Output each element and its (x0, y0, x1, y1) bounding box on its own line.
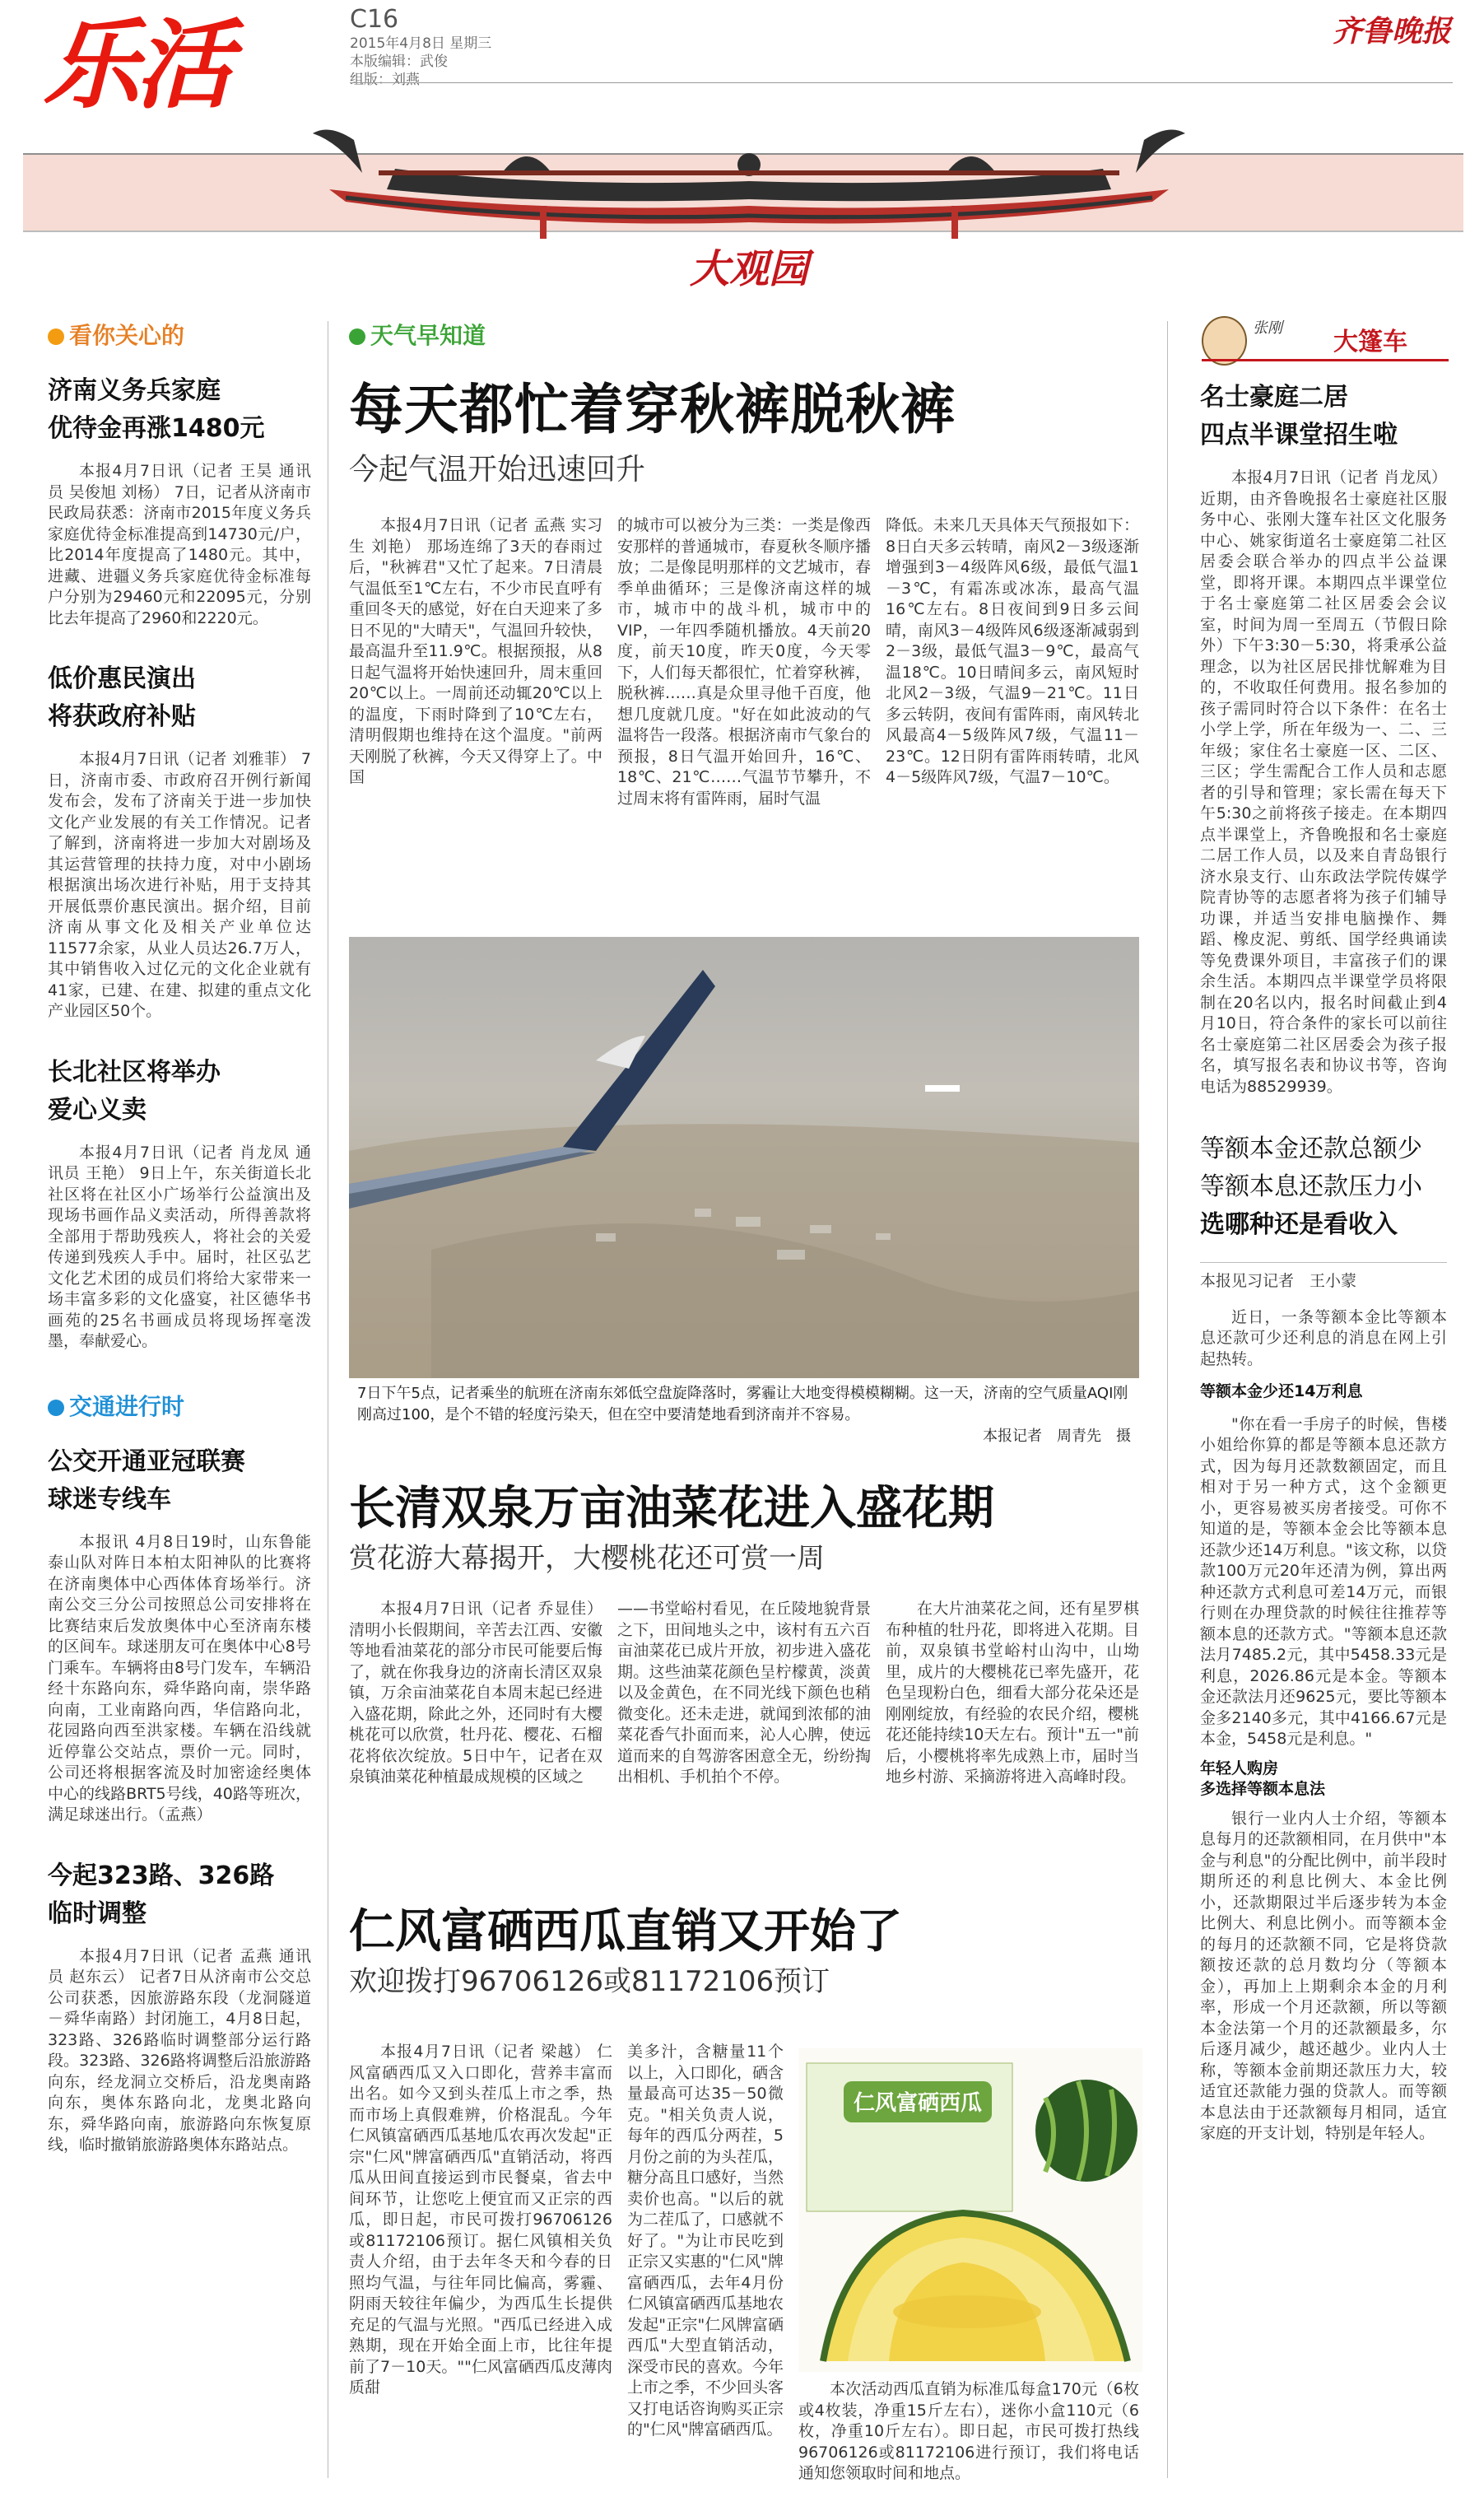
right-column (1200, 379, 1447, 2145)
green-dot-icon (349, 328, 365, 345)
byline: 本报见习记者 王小蒙 (1200, 1262, 1447, 1293)
article-5: 今起323路、326路 临时调整 本报4月7日讯（记者 孟燕 通讯员 赵东云） 记者7日从济南市公交总公司获悉，因旅游路东段（龙洞隧道－舜华南路）封闭施工，4月8日起，323路、326路临时调整部分运行路段。323路、326路将调整后沿旅游路向东，经龙洞立交桥后，沿龙奥南路向东，奥体东路向北，龙奥北路向东，舜华路向南，旅游路向东恢复原线，临时撤销旅游路奥体东路站点。 (48, 1861, 311, 2154)
editor-line: 本版编辑：武俊 (350, 54, 448, 70)
section-header: 天气早知道 (349, 321, 1139, 351)
section-header: 交通进行时 (48, 1392, 311, 1422)
blue-dot-icon (48, 1400, 64, 1416)
article-subhead: 欢迎拨打96706126或81172106预订 (349, 1965, 830, 1998)
column-title: 大观园 (689, 246, 808, 292)
layout-line: 组版：刘燕 (350, 72, 420, 88)
left-column (48, 321, 311, 2156)
photo-credit: 本报记者 周青先 摄 (983, 1428, 1131, 1445)
article-body: 本报4月7日讯（记者 乔显佳） 清明小长假期间，辛苦去江西、安徽等地看油菜花的部分市民可能要后悔了，就在你我身边的济南长清区双泉镇，万余亩油菜花自本周末起已经进入盛花期，除此之外，还同时有大樱桃花可以欣赏，牡丹花、樱花、石榴花将依次绽放。5日中午，记者在双泉镇油菜花种植最成规模的区域之 ——书堂峪村看见，在丘陵地貌背景之下，田间地头之中，该村有五六百亩油菜花已成片开放，初步进入盛花期。这些油菜花颜色呈柠檬黄，淡黄以及金黄色，在不同光线下颜色也稍微变化。还未走进，就闻到浓郁的油菜花香气扑面而来，沁人心脾，使远道而来的自驾游客困意全无，纷纷掏出相机、手机拍个不停。 在大片油菜花之间，还有星罗棋布种植的牡丹花，即将进入花期。目前，双泉镇书堂峪村山沟中，山坳里，成片的大樱桃花已率先盛开，花色呈现粉白色，细看大部分花朵还是刚刚绽放，有经验的农民介绍，樱桃花还能持续10天左右。预计"五一"前后，小樱桃将率先成熟上市，届时当地乡村游、采摘游将进入高峰时段。 (349, 1600, 1139, 1786)
column-name: 张刚 (1253, 319, 1282, 337)
center-column (349, 321, 1139, 809)
main-headline: 每天都忙着穿秋裤脱秋裤 (349, 378, 956, 441)
melon-article (349, 1902, 1139, 2001)
column-divider (1167, 321, 1168, 2478)
header-rule (350, 82, 1453, 83)
column-tag (1202, 316, 1449, 362)
cartoon-face-icon (1202, 316, 1247, 366)
melon-article-body: 本报4月7日讯（记者 梁越） 仁风富硒西瓜又入口即化，营养丰富而出名。如今又到头茬瓜上市之季，热而市场上真假难辨，价格混乱。今年仁风镇富硒西瓜基地瓜农再次发起"正宗"仁风"牌富硒西瓜"直销活动，将西瓜从田间直接运到市民餐桌，省去中间环节，让您吃上便宜而又正宗的西瓜，即日起，市民可拨打96706126或81172106预订。据仁风镇相关负责人介绍，由于去年冬天和今春的日照均气温，与往年同比偏高，雾霾、阴雨天较往年偏少，为西瓜生长提供充足的气温与光照。"西瓜已经进入成熟期，现在开始全面上市，比往年提前了7－10天。""仁风富硒西瓜皮薄肉质甜 美多汁，含糖量11个以上，入口即化，硒含量最高可达35－50微克。"相关负责人说，每年的西瓜分两茬，5月份之前的为头茬瓜，糖分高且口感好，当然卖价也高。"以后的就为二茬瓜了，口感就不好了。"为让市民吃到正宗又实惠的"仁风"牌富硒西瓜，去年4月份仁风镇富硒西瓜基地农发起"正宗"仁风牌富硒西瓜"大型直销活动，深受市民的喜欢。今年上市之季，不少回头客又打电话咨询购买正宗的"仁风"牌富硒西瓜。 (349, 2043, 784, 2439)
column-tag-label: 大篷车 (1333, 328, 1407, 356)
date-line: 2015年4月8日 星期三 (350, 35, 492, 52)
article-headline: 长清双泉万亩油菜花进入盛花期 (349, 1482, 994, 1535)
article-2: 等额本金还款总额少 等额本息还款压力小 选哪种还是看收入 本报见习记者 王小蒙 近日，一条等额本金比等额本息还款可少还利息的消息在网上引起热转。 等额本金少还14万利息 "你在看一手房子的时候，售楼小姐给你算的都是等额本息还款方式，因为每月还款数额固定，而且相对于另一种方式，这个金额更小，更容易被买房者接受。可你不知道的是，等额本金会比等额本息还款少还14万利息。"该文称，以贷款100万元20年还清为例，算出两种还款方式利息可差14万元，而银行则在办理贷款的时候往往推荐等额本息的还款方式。"等额本息还款法月7485.2元，其中5458.33元是利息，2026.86元是本金。等额本金还款法月还9625元，要比等额本金多2140多元，其中4166.67元是本金，5458元是利息。" 年轻人购房 多选择等额本息法 银行一业内人士介绍，等额本息每月的还款额相同，在月供中"本金与利息"的分配比例中，前半段时期所还的利息比例大、本金比例小，还款期限过半后逐步转为本金比例大、利息比例小。而等额本金的每月的还款额不同，它是将贷款额按还款的总月数均分（等额本金），再加上上期剩余本金的月利率，形成一个月还款额，所以等额本金法第一个月的还款额最多，尔后逐月减少，越还越少。业内人士称，等额本金前期还款压力大，较适宜还款能力强的贷款人。而等额本息法由于还款额每月相同，适宜家庭的开支计划，特别是年轻人。 (1200, 1134, 1447, 2142)
article-1: 名士豪庭二居 四点半课堂招生啦 本报4月7日讯（记者 肖龙凤） 近期，由齐鲁晚报名士豪庭社区服务中心、张刚大篷车社区文化服务中心、姚家街道名士豪庭第二社区居委会联合举办的四点半公益课堂，即将开课。本期四点半课堂位于名士豪庭第二社区居委会会议室，时间为周一至周五（节假日除外）下午3:30－5:30，将秉承公益理念，以为社区居民排忧解难为目的，不收取任何费用。报名参加的孩子需同时符合以下条件：在名士小学上学，所在年级为一、二、三年级；家住名士豪庭一区、二区、三区；学生需配合工作人员和志愿者的引导和管理；家长需在每天下午5:30之前将孩子接走。在本期四点半课堂上，齐鲁晚报和名士豪庭二居工作人员，以及来自青岛银行济水泉支行、山东政法学院传媒学院青协等的志愿者将为孩子们辅导功课，并适当安排电脑操作、舞蹈、橡皮泥、剪纸、国学经典诵读等免费课外项目，丰富孩子们的课余生活。本期四点半课堂学员将限制在20名以内，报名时间截止到4月10日，符合条件的家长可以前往名士豪庭第二社区居委会为孩子报名，填写报名表和协议书等，咨询电话为88529939。 (1200, 383, 1447, 1096)
main-subhead: 今起气温开始迅速回升 (349, 453, 646, 487)
rape-flower-article (349, 1479, 1139, 1788)
melon-article-tail: 本次活动西瓜直销为标准瓜每盒170元（6枚或4枚装，净重15斤左右），迷你小盒110元（6枚，净重10斤左右）。即日起，市民可拨打热线96706126或81172106进行预订，我们将电话通知您领取时间和地点。 (798, 2380, 1139, 2482)
photo-caption: 7日下午5点，记者乘坐的航班在济南东郊低空盘旋降落时，雾霾让大地变得模模糊糊。这一天，济南的空气质量AQI刚刚高过100，是个不错的轻度污染天，但在空中要清楚地看到济南并不容易。 (357, 1385, 1128, 1423)
melon-photo (798, 2048, 1142, 2372)
subhead: 多选择等额本息法 (1200, 1780, 1326, 1798)
article-2: 低价惠民演出 将获政府补贴 本报4月7日讯（记者 刘雅菲） 7日，济南市委、市政府召开例行新闻发布会，发布了济南关于进一步加快文化产业发展的有关工作情况。记者了解到，济南将进一步加大对剧场及其运营管理的扶持力度，对中小剧场根据演出场次进行补贴，用于支持其开展低票价惠民演出。据介绍，目前济南从事文化及相关产业单位达11577余家，从业人员达26.7万人，其中销售收入过亿元的文化企业就有41家，已建、在建、拟建的重点文化产业园区50个。 (48, 664, 311, 1020)
paper-name: 齐鲁晚报 (1332, 14, 1451, 49)
article-subhead: 赏花游大幕揭开，大樱桃花还可赏一周 (349, 1542, 825, 1575)
melon-box-label: 仁风富硒西瓜 (853, 2091, 983, 2116)
orange-dot-icon (48, 328, 64, 345)
article-1: 济南义务兵家庭 优待金再涨1480元 本报4月7日讯（记者 王昊 通讯员 吴俊旭 刘杨） 7日，记者从济南市民政局获悉：济南市2015年度义务兵家庭优待金标准提高到14730元/户，比2014年度提高了1480元。其中，进藏、进疆义务兵家庭优待金标准每户分别为29460元和22095元，分别比去年提高了2960和2220元。 (48, 376, 311, 627)
header-meta (350, 5, 679, 89)
article-3: 长北社区将举办 爱心义卖 本报4月7日讯（记者 肖龙凤 通讯员 王艳） 9日上午，东关街道长北社区将在社区小广场举行公益演出及现场书画作品义卖活动，所得善款将全部用于帮助残疾人，将社会的关爱传递到残疾人手中。届时，社区弘艺文化艺术团的成员们将给大家带来一场丰富多彩的文化盛宴，社区德华书画苑的25名书画成员将现场挥毫泼墨，奉献爱心。 (48, 1057, 311, 1350)
subhead: 等额本金少还14万利息 (1200, 1382, 1363, 1400)
aerial-photo (349, 937, 1139, 1378)
pagoda-roof-icon (296, 91, 1202, 239)
section-logo: 乐活 (43, 7, 228, 122)
section-header: 看你关心的 (48, 321, 311, 351)
aerial-photo-art (349, 937, 1139, 1378)
subhead: 年轻人购房 (1200, 1759, 1279, 1777)
page-number: C16 (350, 5, 399, 34)
article-4: 公交开通亚冠联赛 球迷专线车 本报讯 4月8日19时，山东鲁能泰山队对阵日本柏太阳神队的比赛将在济南奥体中心西体体育场举行。济南公交三分公司按照总公司安排将在比赛结束后发放奥体中心至济南东楼的区间车。球迷朋友可在奥体中心8号门乘车。车辆将由8号门发车，车辆沿经十东路向东，舜华路向南，崇华路向南，工业南路向西，华信路向北，花园路向西至洪家楼。车辆在沿线就近停靠公交站点，票价一元。同时，公司还将根据客流及时加密途经奥体中心的线路BRT5号线，40路等班次，满足球迷出行。（孟燕） (48, 1447, 311, 1824)
melon-photo-art (798, 2048, 1142, 2372)
article-headline: 仁风富硒西瓜直销又开始了 (349, 1905, 902, 1959)
photo-caption-block (357, 1383, 1139, 1447)
main-article-body: 本报4月7日讯（记者 孟燕 实习生 刘艳） 那场连绵了3天的春雨过后，"秋裤君"又忙了起来。7日清晨气温低至1℃左右，不少市民直呼有重回冬天的感觉，好在白天迎来了多日不见的"大晴天"，气温回升较快，最高温升至11.9℃。根据预报，从8日起气温将开始快速回升，周末重回20℃以上。一周前还动辄20℃以上的温度，下雨时降到了10℃左右，清明假期也维持在这个温度。"前两天刚脱了秋裤，今天又得穿上了。中国 的城市可以被分为三类：一类是像西安那样的普通城市，春夏秋冬顺序播放；二是像昆明那样的文艺城市，春季单曲循环；三是像济南这样的城市，城市中的战斗机，城市中的VIP，一年四季随机播放。4天前20度，前天10度，昨天0度，今天零下，人们每天都很忙，忙着穿秋裤，脱秋裤……真是众里寻他千百度，他想几度就几度。"好在如此波动的气温将告一段落。根据济南市气象台的预报，8日气温开始回升，16℃、18℃、21℃……气温节节攀升，不过周末将有雷阵雨，届时气温 降低。未来几天具体天气预报如下：8日白天多云转晴，南风2－3级逐渐增强到3－4级阵风6级，最低气温1－3℃，有霜冻或冰冻，最高气温16℃左右。8日夜间到9日多云间晴，南风3－4级阵风6级逐渐减弱到2－3级，最低气温3－9℃，最高气温18℃。10日晴间多云，南风短时北风2－3级，气温9－21℃。11日多云转阴，夜间有雷阵雨，南风转北风最高4－5级阵风7级，气温11－23℃。12日阴有雷阵雨转晴，北风4－5级阵风7级，气温7－10℃。 (349, 516, 1139, 808)
